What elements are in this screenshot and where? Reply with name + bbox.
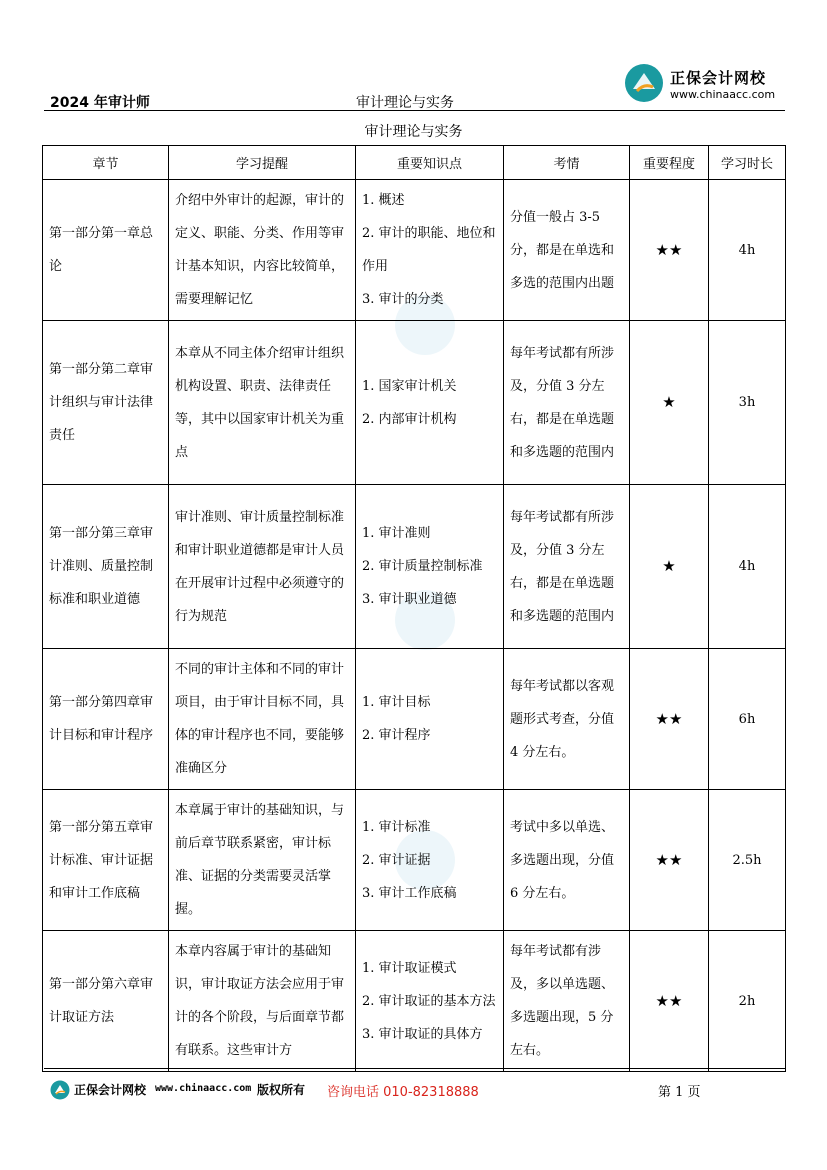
document-title: 审计理论与实务: [364, 124, 463, 140]
points-cell: [356, 931, 504, 1072]
chapter-cell: 第一部分第六章审计取证方法: [43, 931, 169, 1072]
reminder-cell: 本章内容属于审计的基础知识，审计取证方法会应用于审计的各个阶段，与后面章节都有联系。这些审计方: [169, 931, 356, 1072]
column-header: 章节: [43, 146, 169, 180]
brand-logo-name: 正保会计网校: [670, 69, 767, 87]
knowledge-point: 2. 审计程序: [362, 728, 431, 743]
exam-cell: 每年考试都以客观题形式考查，分值 4 分左右。: [504, 649, 630, 790]
column-header: 重要程度: [630, 146, 709, 180]
table-row: [43, 321, 786, 485]
study-hours: 3h: [709, 321, 786, 485]
chapter-cell: 第一部分第二章审计组织与审计法律责任: [43, 321, 169, 485]
column-header: 学习提醒: [169, 146, 356, 180]
study-plan-table: [42, 145, 786, 1072]
chapter-cell: 第一部分第一章总论: [43, 180, 169, 321]
exam-cell: 每年考试都有所涉及，分值 3 分左右，都是在单选题和多选题的范围内: [504, 485, 630, 649]
header-subject: 审计理论与实务: [356, 95, 454, 111]
brand-logo-icon: [624, 63, 664, 103]
points-cell: [356, 790, 504, 931]
footer-url[interactable]: www.chinaacc.com: [155, 1083, 252, 1094]
footer-rights: 版权所有: [257, 1083, 306, 1097]
study-hours: 2h: [709, 931, 786, 1072]
brand-logo-url: www.chinaacc.com: [670, 88, 776, 101]
study-hours: 4h: [709, 180, 786, 321]
knowledge-point: 2. 审计的职能、地位和作用: [362, 226, 496, 274]
table-header-row: [43, 146, 786, 180]
footer-logo-icon: [50, 1080, 70, 1100]
knowledge-point: 1. 审计标准: [362, 819, 431, 835]
points-cell: [356, 485, 504, 649]
reminder-cell: 本章从不同主体介绍审计组织机构设置、职责、法律责任等，其中以国家审计机关为重点: [169, 321, 356, 485]
chapter-cell: 第一部分第五章审计标准、审计证据和审计工作底稿: [43, 790, 169, 931]
knowledge-point: 1. 审计目标: [362, 695, 431, 710]
table-row: [43, 790, 786, 931]
importance-stars: ★: [630, 485, 709, 649]
table-row: [43, 485, 786, 649]
footer-brand-name: 正保会计网校: [74, 1083, 147, 1097]
chapter-cell: 第一部分第四章审计目标和审计程序: [43, 649, 169, 790]
study-hours: 2.5h: [709, 790, 786, 931]
knowledge-point: 1. 审计取证模式: [362, 960, 457, 976]
knowledge-point: 2. 审计质量控制标准: [362, 559, 483, 574]
reminder-cell: 不同的审计主体和不同的审计项目，由于审计目标不同，具体的审计程序也不同，要能够准确区分: [169, 649, 356, 790]
column-header: 学习时长: [709, 146, 786, 180]
knowledge-point: 3. 审计取证的具体方: [362, 1026, 483, 1042]
knowledge-point: 2. 审计证据: [362, 852, 431, 868]
table-row: [43, 180, 786, 321]
knowledge-point: 3. 审计工作底稿: [362, 885, 457, 901]
exam-cell: 分值一般占 3-5 分，都是在单选和多选的范围内出题: [504, 180, 630, 321]
exam-cell: 每年考试都有所涉及，分值 3 分左右，都是在单选题和多选题的范围内: [504, 321, 630, 485]
reminder-cell: 介绍中外审计的起源，审计的定义、职能、分类、作用等审计基本知识，内容比较简单，需要理解记忆: [169, 180, 356, 321]
reminder-cell: 本章属于审计的基础知识，与前后章节联系紧密，审计标准、证据的分类需要灵活掌握。: [169, 790, 356, 931]
points-cell: [356, 180, 504, 321]
knowledge-point: 2. 内部审计机构: [362, 411, 457, 427]
footer-phone: 咨询电话 010-82318888: [327, 1085, 479, 1100]
header-divider: [44, 110, 785, 111]
points-cell: [356, 649, 504, 790]
table-row: [43, 649, 786, 790]
reminder-cell: 审计准则、审计质量控制标准和审计职业道德都是审计人员在开展审计过程中必须遵守的行为规范: [169, 485, 356, 649]
exam-cell: 每年考试都有涉及，多以单选题、多选题出现，5 分左右。: [504, 931, 630, 1072]
page-number: 第 1 页: [658, 1085, 701, 1100]
points-cell: [356, 321, 504, 485]
knowledge-point: 1. 审计准则: [362, 526, 431, 541]
study-hours: 6h: [709, 649, 786, 790]
footer: [50, 1078, 785, 1102]
brand-logo: [624, 63, 784, 107]
knowledge-point: 1. 国家审计机关: [362, 378, 457, 394]
knowledge-point: 1. 概述: [362, 193, 405, 208]
importance-stars: ★★: [630, 180, 709, 321]
knowledge-point: 2. 审计取证的基本方法: [362, 993, 496, 1009]
importance-stars: ★★: [630, 931, 709, 1072]
study-hours: 4h: [709, 485, 786, 649]
importance-stars: ★★: [630, 790, 709, 931]
header-year-label: 2024 年审计师: [50, 95, 150, 111]
exam-cell: 考试中多以单选、多选题出现，分值 6 分左右。: [504, 790, 630, 931]
chapter-cell: 第一部分第三章审计准则、质量控制标准和职业道德: [43, 485, 169, 649]
knowledge-point: 3. 审计职业道德: [362, 592, 457, 607]
column-header: 重要知识点: [356, 146, 504, 180]
importance-stars: ★: [630, 321, 709, 485]
knowledge-point: 3. 审计的分类: [362, 292, 444, 307]
table-row: [43, 931, 786, 1072]
footer-divider: [44, 1068, 785, 1069]
importance-stars: ★★: [630, 649, 709, 790]
column-header: 考情: [504, 146, 630, 180]
